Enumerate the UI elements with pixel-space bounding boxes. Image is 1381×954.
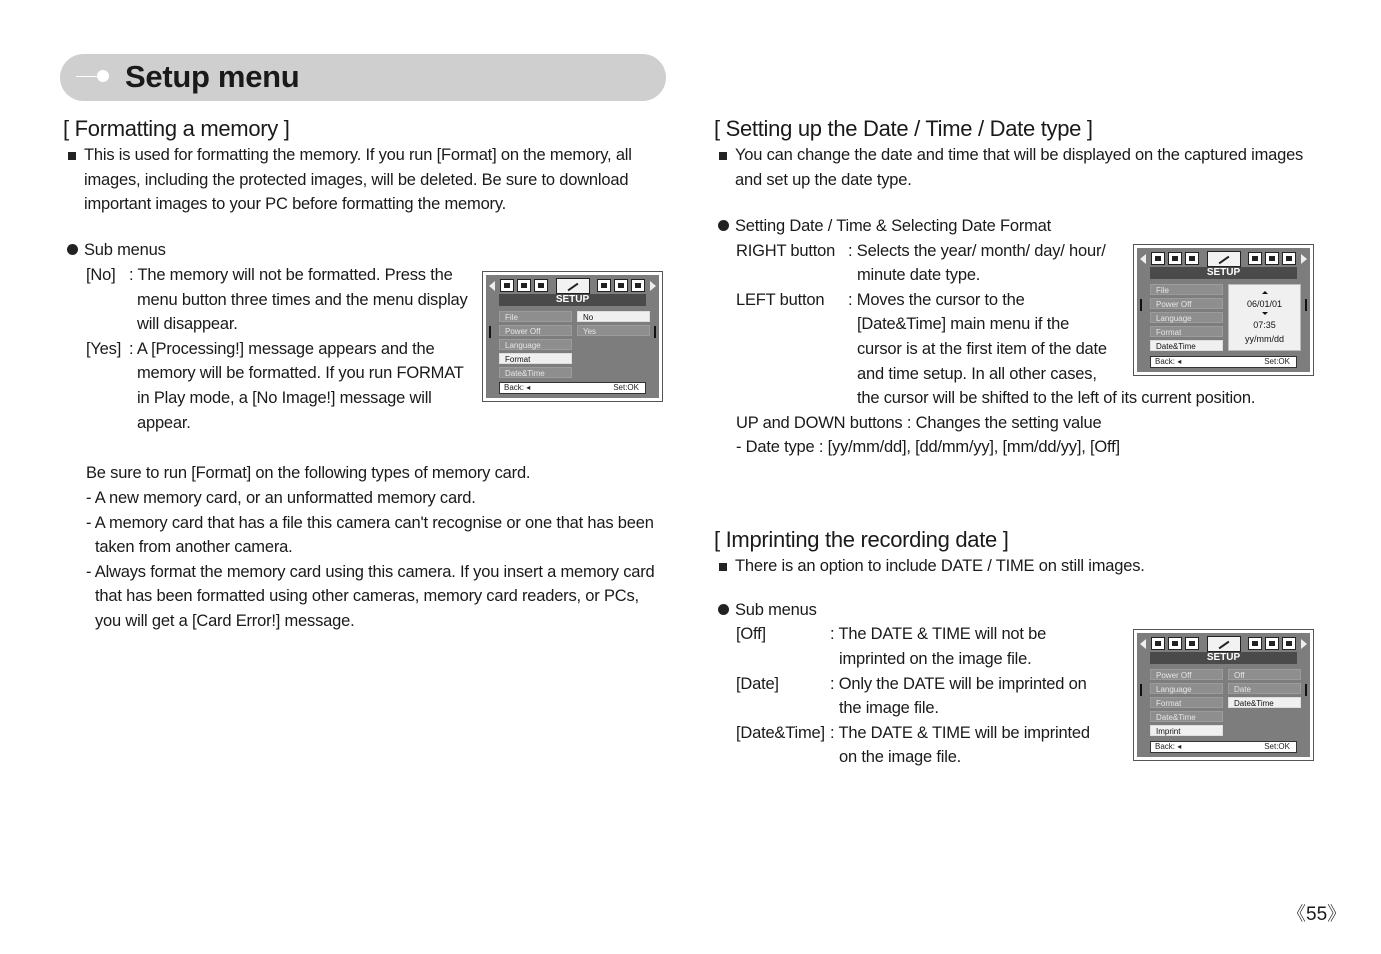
- lcd-menu-item: Language: [1150, 312, 1223, 323]
- lcd-back-hint: Back: ◂: [504, 383, 531, 392]
- list-icon: [631, 279, 645, 292]
- lcd-imprint-screen: [1133, 629, 1314, 761]
- sound-icon: [597, 279, 611, 292]
- lcd-background: [1137, 248, 1310, 372]
- format-sub-heading: Sub menus: [84, 241, 166, 259]
- format-note: Be sure to run [Format] on the following types of memory card.: [86, 464, 531, 482]
- imprint-datetime-key: [Date&Time]: [736, 724, 825, 742]
- lcd-mode-icons: [499, 278, 646, 293]
- format-yes-key: [Yes]: [86, 340, 122, 358]
- format-note: - A memory card that has a file this camera can't recognise or one that has been: [86, 514, 654, 532]
- imprint-datetime-desc: : The DATE & TIME will be imprinted: [830, 724, 1090, 742]
- format-intro-line: This is used for formatting the memory. If you run [Format] on the memory, all: [84, 146, 632, 164]
- left-button-desc: : Moves the cursor to the: [848, 291, 1025, 309]
- imprint-off-desc: : The DATE & TIME will not be: [830, 625, 1047, 643]
- lcd-title: SETUP: [1150, 652, 1297, 664]
- lcd-ok-hint: Set:OK: [1264, 742, 1290, 751]
- movie-mode-icon: [534, 279, 548, 292]
- arrow-left-icon: [1140, 639, 1146, 649]
- format-yes-desc: in Play mode, a [No Image!] message will: [137, 389, 432, 407]
- date-type-line: - Date type : [yy/mm/dd], [dd/mm/yy], [mm/dd/yy], [Off]: [736, 438, 1120, 456]
- camera-mode-icon: [500, 279, 514, 292]
- right-button-key: RIGHT button: [736, 242, 836, 260]
- setup-wrench-icon: [1207, 251, 1241, 267]
- arrow-right-icon: [1301, 254, 1307, 264]
- format-note: taken from another camera.: [95, 538, 293, 556]
- imprint-date-desc: : Only the DATE will be imprinted on: [830, 675, 1087, 693]
- sound-icon: [1248, 637, 1262, 650]
- arrow-left-icon: [1140, 254, 1146, 264]
- arrow-right-icon: [1301, 639, 1307, 649]
- left-button-desc: the cursor will be shifted to the left of its current position.: [857, 389, 1256, 407]
- scene-mode-icon: [1168, 252, 1182, 265]
- lcd-footer: [499, 382, 646, 394]
- lcd-footer: [1150, 741, 1297, 753]
- format-intro-line: images, including the protected images, will be deleted. Be sure to download: [84, 171, 629, 189]
- lcd-right-bar: [1305, 299, 1307, 311]
- left-button-desc: and time setup. In all other cases,: [857, 365, 1097, 383]
- lcd-menu-item: Date&Time: [499, 367, 572, 378]
- movie-mode-icon: [1185, 252, 1199, 265]
- imprint-date-desc: the image file.: [839, 699, 939, 717]
- key-icon: [1265, 252, 1279, 265]
- updown-buttons: UP and DOWN buttons : Changes the setting value: [736, 414, 1102, 432]
- lcd-right-bar: [654, 326, 656, 338]
- lcd-back-hint: Back: ◂: [1155, 742, 1182, 751]
- left-button-desc: cursor is at the first item of the date: [857, 340, 1107, 358]
- sound-icon: [1248, 252, 1262, 265]
- bullet-square-icon: [719, 563, 727, 571]
- date-heading: [ Setting up the Date / Time / Date type ]: [714, 116, 1093, 141]
- left-button-desc: [Date&Time] main menu if the: [857, 315, 1070, 333]
- bullet-dot-icon: [718, 604, 729, 615]
- lcd-menu-item: Format: [1150, 697, 1223, 708]
- lcd-menu-item: Date&Time: [1150, 711, 1223, 722]
- lcd-menu-item-selected: Imprint: [1150, 725, 1223, 736]
- bullet-square-icon: [719, 152, 727, 160]
- key-icon: [1265, 637, 1279, 650]
- date-intro-line: You can change the date and time that will be displayed on the captured images: [735, 146, 1304, 164]
- list-icon: [1282, 637, 1296, 650]
- lcd-menu-item: Format: [1150, 326, 1223, 337]
- lcd-mode-icons: [1150, 251, 1297, 266]
- lcd-option: Yes: [577, 325, 650, 336]
- movie-mode-icon: [1185, 637, 1199, 650]
- format-yes-desc: memory will be formatted. If you run FORMAT: [137, 364, 464, 382]
- format-no-desc: menu button three times and the menu display: [137, 291, 468, 309]
- header-decoration-dot: [97, 70, 109, 82]
- key-icon: [614, 279, 628, 292]
- arrow-right-icon: [650, 281, 656, 291]
- lcd-ok-hint: Set:OK: [1264, 357, 1290, 366]
- setup-wrench-icon: [556, 278, 590, 294]
- date-intro-line: and set up the date type.: [735, 171, 912, 189]
- lcd-menu-item: File: [499, 311, 572, 322]
- lcd-back-hint: Back: ◂: [1155, 357, 1182, 366]
- down-arrow-icon: [1262, 312, 1268, 315]
- date-sub-heading: Setting Date / Time & Selecting Date Format: [735, 217, 1052, 235]
- imprint-heading: [ Imprinting the recording date ]: [714, 527, 1009, 552]
- arrow-left-icon: [489, 281, 495, 291]
- format-note: - A new memory card, or an unformatted memory card.: [86, 489, 476, 507]
- lcd-option-selected: No: [577, 311, 650, 322]
- lcd-menu-item: Power Off: [499, 325, 572, 336]
- format-no-key: [No]: [86, 266, 116, 284]
- lcd-right-bar: [1305, 684, 1307, 696]
- imprint-off-desc: imprinted on the image file.: [839, 650, 1032, 668]
- scene-mode-icon: [1168, 637, 1182, 650]
- lcd-ok-hint: Set:OK: [613, 383, 639, 392]
- format-note: you will get a [Card Error!] message.: [95, 612, 355, 630]
- lcd-date-screen: [1133, 244, 1314, 376]
- right-button-desc: : Selects the year/ month/ day/ hour/: [848, 242, 1106, 260]
- bullet-dot-icon: [718, 220, 729, 231]
- lcd-background: [1137, 633, 1310, 757]
- page-number: 《55》: [1287, 904, 1347, 925]
- lcd-option-selected: Date&Time: [1228, 697, 1301, 708]
- lcd-date-value: 06/01/01: [1246, 299, 1283, 309]
- format-note: that has been formatted using other cameras, memory card readers, or PCs,: [95, 587, 639, 605]
- right-button-desc: minute date type.: [857, 266, 981, 284]
- lcd-option: Date: [1228, 683, 1301, 694]
- left-button-key: LEFT button: [736, 291, 825, 309]
- lcd-menu-item: Language: [499, 339, 572, 350]
- bullet-dot-icon: [67, 244, 78, 255]
- lcd-mode-icons: [1150, 636, 1297, 651]
- lcd-left-bar: [489, 326, 491, 338]
- imprint-datetime-desc: on the image file.: [839, 748, 962, 766]
- bullet-square-icon: [68, 152, 76, 160]
- lcd-menu-item-selected: Format: [499, 353, 572, 364]
- lcd-option: Off: [1228, 669, 1301, 680]
- format-intro-line: important images to your PC before formatting the memory.: [84, 195, 507, 213]
- imprint-intro: There is an option to include DATE / TIME on still images.: [735, 557, 1145, 575]
- lcd-date-panel: [1228, 284, 1301, 351]
- lcd-menu-item: Language: [1150, 683, 1223, 694]
- format-heading: [ Formatting a memory ]: [63, 116, 290, 141]
- camera-mode-icon: [1151, 252, 1165, 265]
- lcd-format-screen: [482, 271, 663, 402]
- lcd-title: SETUP: [1150, 267, 1297, 279]
- format-no-desc: will disappear.: [137, 315, 238, 333]
- lcd-menu-item-selected: Date&Time: [1150, 340, 1223, 351]
- lcd-background: [486, 275, 659, 398]
- camera-mode-icon: [1151, 637, 1165, 650]
- lcd-title: SETUP: [499, 294, 646, 306]
- lcd-left-bar: [1140, 299, 1142, 311]
- lcd-format-value: yy/mm/dd: [1244, 334, 1284, 344]
- format-yes-desc: : A [Processing!] message appears and the: [129, 340, 435, 358]
- imprint-off-key: [Off]: [736, 625, 766, 643]
- lcd-menu-item: Power Off: [1150, 298, 1223, 309]
- scene-mode-icon: [517, 279, 531, 292]
- format-yes-desc: appear.: [137, 414, 191, 432]
- page-title: Setup menu: [125, 59, 300, 94]
- lcd-menu-item: Power Off: [1150, 669, 1223, 680]
- lcd-footer: [1150, 356, 1297, 368]
- format-note: - Always format the memory card using this camera. If you insert a memory card: [86, 563, 655, 581]
- imprint-sub-heading: Sub menus: [735, 601, 817, 619]
- lcd-menu-item: File: [1150, 284, 1223, 295]
- lcd-left-bar: [1140, 684, 1142, 696]
- setup-wrench-icon: [1207, 636, 1241, 652]
- format-no-desc: : The memory will not be formatted. Press the: [129, 266, 453, 284]
- imprint-date-key: [Date]: [736, 675, 779, 693]
- lcd-time-value: 07:35: [1253, 320, 1276, 330]
- up-arrow-icon: [1262, 291, 1268, 294]
- list-icon: [1282, 252, 1296, 265]
